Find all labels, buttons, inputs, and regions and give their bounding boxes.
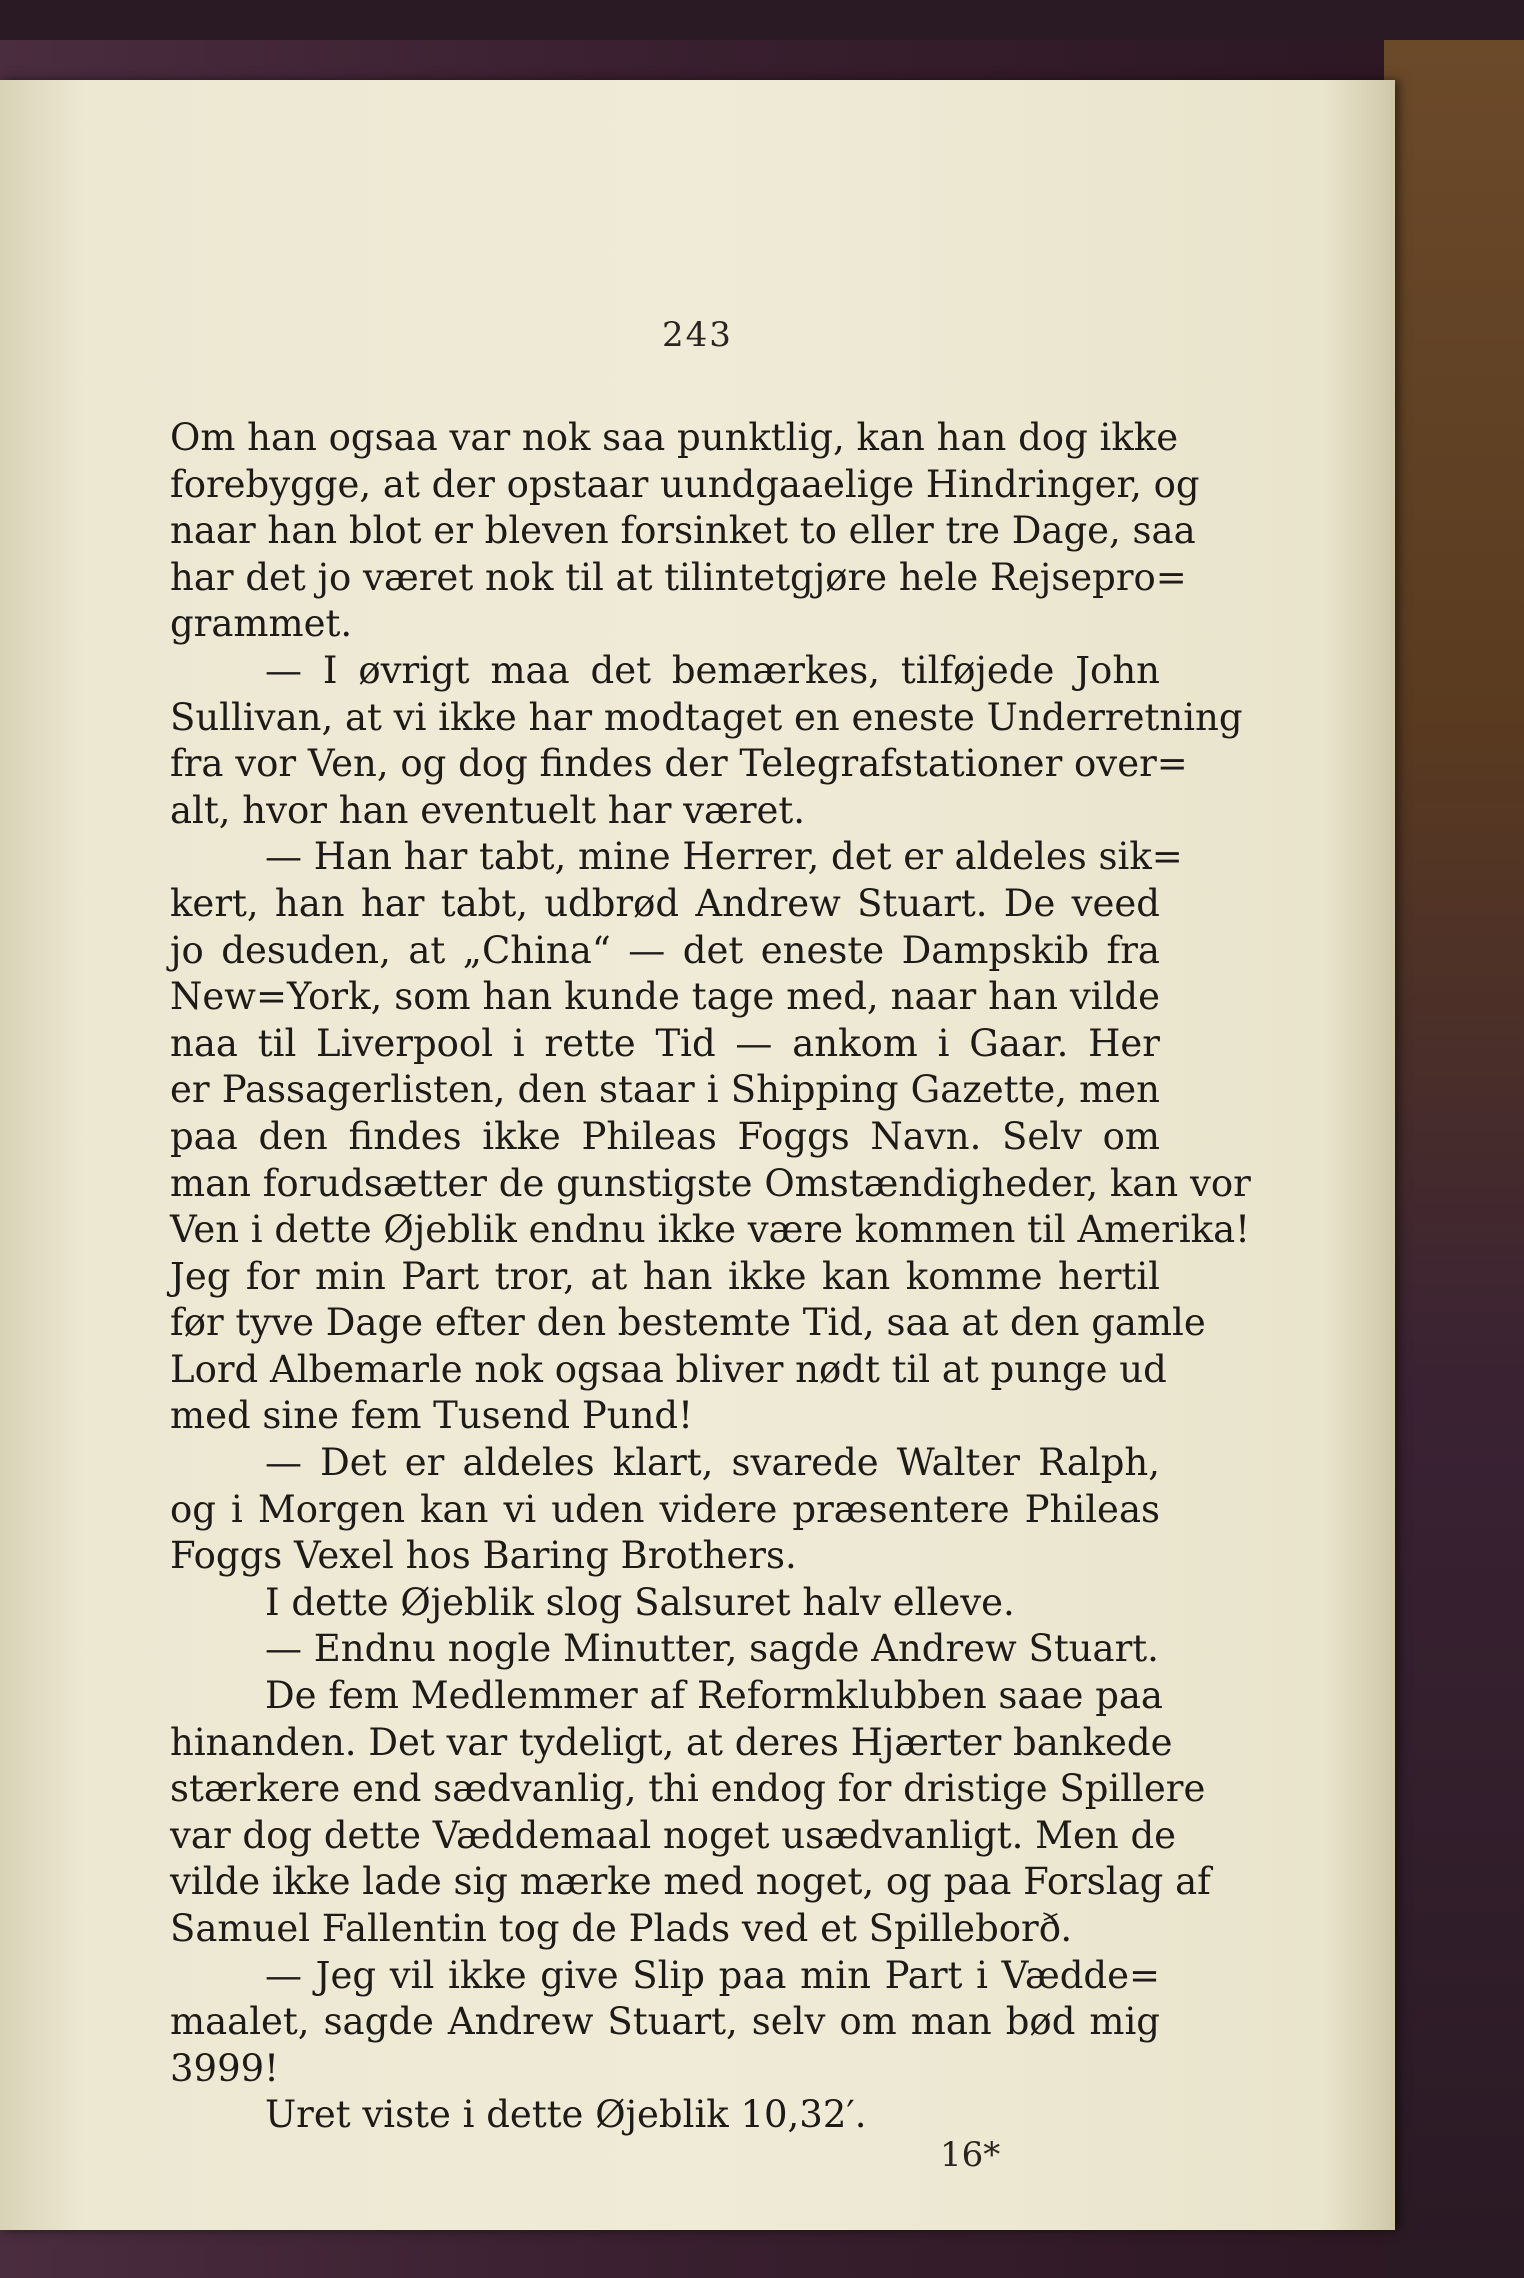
text-line: Uret viste i dette Øjeblik 10,32′.: [265, 2093, 867, 2137]
text-line: var dog dette Væddemaal noget usædvanligt. Men de: [170, 1813, 1177, 1857]
book-page: [0, 80, 1395, 2230]
text-line: man forudsætter de gunstigste Omstændigheder, kan vor: [170, 1161, 1251, 1205]
text-line: før tyve Dage efter den bestemte Tid, saa at den gamle: [170, 1301, 1206, 1345]
text-line: naa til Liverpool i rette Tid — ankom i Gaar. Her: [170, 1021, 1160, 1065]
text-line: — Han har tabt, mine Herrer, det er aldeles sik=: [265, 835, 1183, 879]
text-line: er Passagerlisten, den staar i Shipping Gazette, men: [170, 1068, 1160, 1112]
body-text: [170, 415, 1251, 2139]
text-line: hinanden. Det var tydeligt, at deres Hjærter bankede: [170, 1720, 1173, 1764]
text-line: Lord Albemarle nok ogsaa bliver nødt til at punge ud: [170, 1347, 1167, 1391]
text-line: — I øvrigt maa det bemærkes, tilføjede John: [265, 648, 1160, 692]
text-line: 3999!: [170, 2046, 280, 2090]
text-line: De fem Medlemmer af Reformklubben saae paa: [265, 1674, 1163, 1718]
text-line: maalet, sagde Andrew Stuart, selv om man bød mig: [170, 2000, 1160, 2044]
text-line: alt, hvor han eventuelt har været.: [170, 788, 806, 832]
text-line: med sine fem Tusend Pund!: [170, 1394, 693, 1438]
text-line: Samuel Fallentin tog de Plads ved et Spilleborð.: [170, 1907, 1073, 1950]
text-line: fra vor Ven, og dog findes der Telegrafstationer over=: [170, 742, 1188, 786]
text-line: naar han blot er bleven forsinket to eller tre Dage, saa: [170, 509, 1196, 553]
text-line: Om han ogsaa var nok saa punktlig, kan han dog ikke: [170, 416, 1179, 459]
text-line: I dette Øjeblik slog Salsuret halv elleve.: [265, 1580, 1015, 1624]
book-cover-edge: [1384, 40, 1524, 2278]
text-line: grammet.: [170, 602, 353, 646]
text-line: Ven i dette Øjeblik endnu ikke være kommen til Amerika!: [170, 1208, 1251, 1252]
text-line: — Endnu nogle Minutter, sagde Andrew Stuart.: [265, 1627, 1159, 1671]
page-number: 243: [662, 315, 733, 355]
text-line: stærkere end sædvanlig, thi endog for dristige Spillere: [170, 1767, 1206, 1811]
text-line: og i Morgen kan vi uden videre præsentere Phileas: [170, 1487, 1160, 1531]
text-line: har det jo været nok til at tilintetgjøre hele Rejsepro=: [170, 555, 1187, 599]
text-line: jo desuden, at „China“ — det eneste Dampskib fra: [170, 928, 1160, 972]
text-line: Sullivan, at vi ikke har modtaget en eneste Underretning: [170, 695, 1243, 739]
text-line: Jeg for min Part tror, at han ikke kan komme hertil: [170, 1254, 1160, 1298]
text-line: kert, han har tabt, udbrød Andrew Stuart. De veed: [170, 881, 1160, 925]
text-line: vilde ikke lade sig mærke med noget, og paa Forslag af: [170, 1860, 1211, 1904]
text-line: forebygge, at der opstaar uundgaaelige Hindringer, og: [170, 462, 1200, 506]
text-line: — Det er aldeles klart, svarede Walter Ralph,: [265, 1441, 1160, 1485]
text-line: New=York, som han kunde tage med, naar han vilde: [170, 975, 1160, 1019]
text-line: Foggs Vexel hos Baring Brothers.: [170, 1534, 797, 1578]
text-line: paa den findes ikke Phileas Foggs Navn. Selv om: [170, 1114, 1160, 1158]
text-line: — Jeg vil ikke give Slip paa min Part i Vædde=: [265, 1953, 1160, 1997]
printer-signature: 16*: [940, 2135, 1001, 2175]
